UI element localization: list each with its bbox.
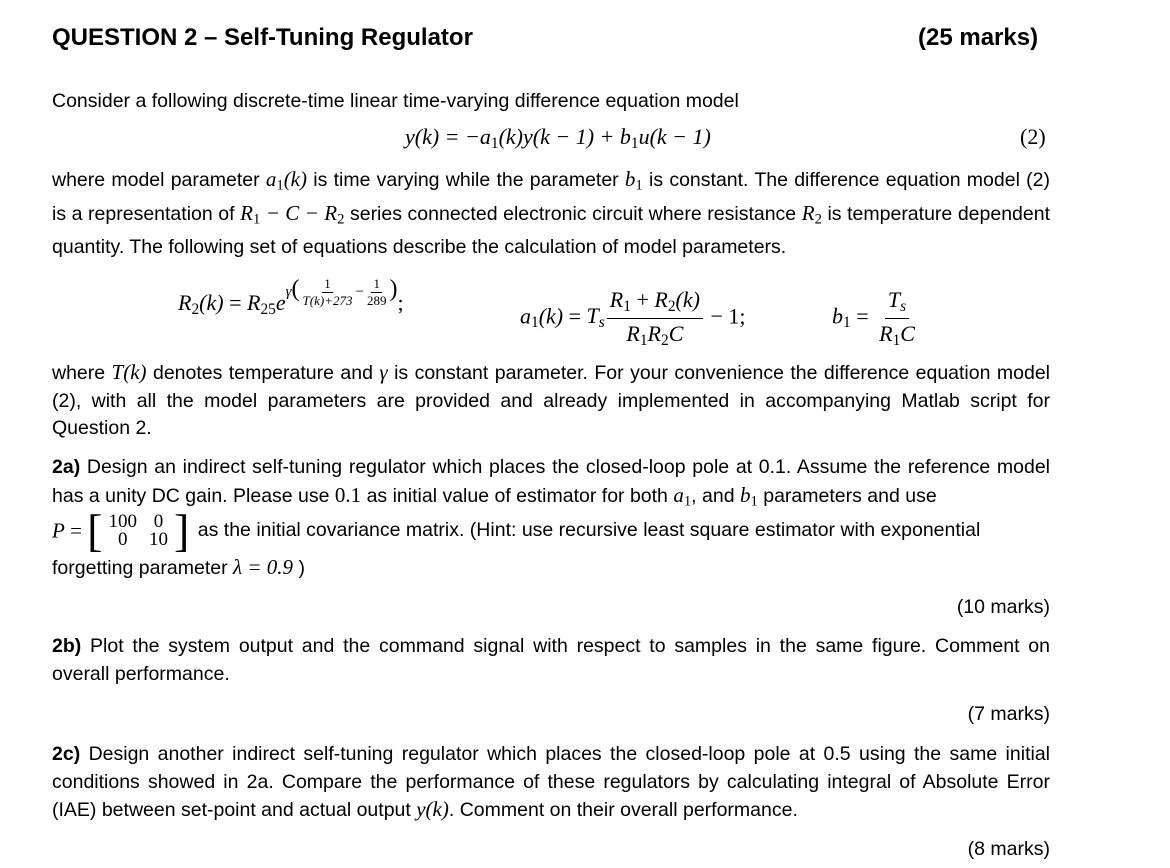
equation-2: $y(k) = -a_1(k)y(k - 1) + b_1u(k - 1)$ xyxy=(405,124,711,152)
q2c-text: Design another indirect self-tuning regulator which places the closed-loop pole at 0.5 using the same initial conditions showed in 2a. Compare the performance of these regulators by calculating integral of Absolute Error (IAE) between set-point and actual output xyxy=(52,743,1050,821)
a1-den: R xyxy=(626,320,640,346)
covariance-matrix: [ 100 0 0 10 ] xyxy=(87,505,190,556)
exp-den1: T(k)+273 xyxy=(302,293,353,309)
q2a-t4: parameters and use xyxy=(757,484,937,507)
q2a-t5: as the initial covariance matrix. (Hint: use recursive least square estimator with exponential xyxy=(197,519,981,542)
covariance-line: P = [ 100 0 0 10 ] as the initial covariance matrix. (Hint: use recursive least square estimator with exponential xyxy=(52,505,981,556)
q2c-yk: y(k) xyxy=(416,797,449,821)
q2a-init: 0.1 xyxy=(334,482,362,507)
b1-den: R xyxy=(879,320,893,346)
forgetting-line xyxy=(52,554,305,583)
para2-t3: is constant parameter. For your convenience the difference equation model (2), with all the model parameters are provided and already implemented in accompanying Matlab script for Question 2. xyxy=(52,362,1050,439)
matrix-10: 0 xyxy=(118,529,128,550)
para1-t3: is constant. The difference equation model (2) is a representation of xyxy=(52,169,1050,226)
exp-num2: 1 xyxy=(373,276,380,292)
q2b-marks: (7 marks) xyxy=(967,703,1050,725)
q2a-t1: Design an indirect self-tuning regulator which places the closed-loop pole at 0.1. Assume the reference model has a unity DC gain. Please use xyxy=(52,456,1050,507)
b1-equation: $b_1$ = $\frac{T_s}{R_1C}$ xyxy=(832,287,915,349)
eq2-lhs: y(k) = −a xyxy=(405,124,491,149)
r25: R xyxy=(247,290,261,315)
b1-num: T xyxy=(887,287,901,312)
intro-text: Consider a following discrete-time linear time-varying difference equation model xyxy=(52,90,739,112)
question-2a: 2a) Design an indirect self-tuning regulator which places the closed-loop pole at 0.1. Assume the reference model has a unity DC gain. Please use 0.1 as initial value of estimator for both $a_1$, and $b_1$ parameters and use xyxy=(52,456,1050,510)
para1-t1: where model parameter xyxy=(52,169,266,191)
question-title: QUESTION 2 – Self-Tuning Regulator xyxy=(52,24,473,51)
q2a-marks: (10 marks) xyxy=(956,596,1050,618)
a1-equation: $a_1(k) = T_s$ $\frac{R_1 + R_2(k)}{R_1R_2C}$ − 1; xyxy=(520,287,746,349)
para1-t4: series connected electronic circuit where resistance xyxy=(344,203,802,226)
q2a-t6: forgetting parameter xyxy=(52,557,234,579)
para1-a1: a xyxy=(265,167,277,191)
exp-den2: 289 xyxy=(366,293,387,309)
total-marks: (25 marks) xyxy=(918,24,1039,51)
q2c-marks: (8 marks) xyxy=(967,838,1050,860)
q2a-t3: , and xyxy=(691,484,740,507)
q2c-text2: . Comment on their overall performance. xyxy=(448,799,798,821)
q2b-text: Plot the system output and the command signal with respect to samples in the same figure. Comment on overall performance. xyxy=(52,635,1050,685)
matrix-11: 10 xyxy=(149,529,168,550)
question-2c xyxy=(52,741,1050,825)
eq2-mid: (k)y(k − 1) + b xyxy=(498,124,631,149)
para1-t5: is temperature dependent quantity. The following set of equations describe the calculation of model parameters. xyxy=(52,203,1050,259)
q2a-t2: as initial value of estimator for both xyxy=(361,484,674,507)
q2a-label: 2a) xyxy=(52,456,81,478)
q2a-lambda: λ = 0.9 xyxy=(233,555,294,579)
question-2b xyxy=(52,633,1050,688)
para1-t2: is time varying while the parameter xyxy=(307,169,625,191)
r2-lhs: R xyxy=(178,290,192,315)
paragraph-model: where model parameter $a_1(k)$ is time varying while the parameter $b_1$ is constant. The difference equation model (2) is a representation of $R_1 - C - R_2$ series connected electronic circuit where resistance $R_2$ is temperature dependent quantity. The following set of equations describe the calculation of model parameters. xyxy=(52,167,1050,259)
paragraph-temperature: where T(k) denotes temperature and γ is constant parameter. For your convenience the difference equation model (2), with all the model parameters are provided and already implemented in accompanying Matlab script for Question 2. xyxy=(52,360,1050,439)
para2-t2: denotes temperature and xyxy=(146,362,380,384)
matrix-01: 0 xyxy=(153,511,164,532)
q2c-label: 2c) xyxy=(52,743,81,765)
q2a-t7: ) xyxy=(293,557,305,579)
eq2-end: u(k − 1) xyxy=(638,124,711,149)
exp-num1: 1 xyxy=(324,276,331,292)
a1-num: R xyxy=(609,287,624,312)
para2-t1: where xyxy=(52,362,112,384)
matrix-00: 100 xyxy=(108,511,137,532)
r2-equation: $R_2(k) = R_{25}e^{\gamma( \frac{1}{T(k)+273} - \frac{1}{289} )}$; xyxy=(178,276,404,318)
q2b-label: 2b) xyxy=(52,635,82,657)
equation-number: (2) xyxy=(1020,124,1046,149)
